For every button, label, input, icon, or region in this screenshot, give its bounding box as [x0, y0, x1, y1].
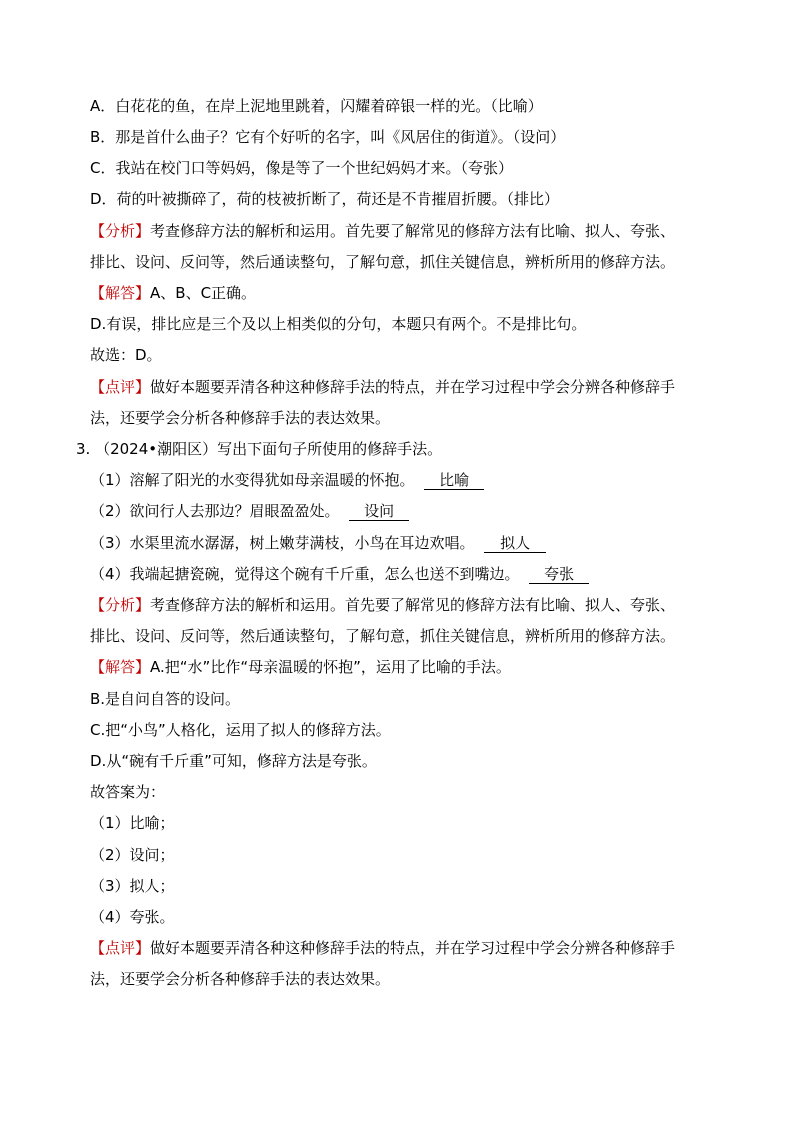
q2-option-d: D．荷的叶被撕碎了，荷的枝被折断了，荷还是不肯摧眉折腰。（排比） — [90, 190, 560, 208]
answer-text: A、B、C正确。 — [150, 284, 257, 302]
analysis-label: 【分析】 — [90, 222, 151, 240]
q3-answer-line: （1）比喻； — [90, 814, 175, 832]
q3-answer-line: C.把“小鸟”人格化，运用了拟人的修辞方法。 — [90, 721, 391, 739]
q3-item-4 — [90, 564, 730, 584]
question-stem: （2024•潮阳区）写出下面句子所使用的修辞手法。 — [95, 440, 443, 458]
answer-blank: 夸张 — [529, 565, 589, 584]
item-text: （1）溶解了阳光的水变得犹如母亲温暖的怀抱。 — [90, 471, 415, 489]
comment-label: 【点评】 — [90, 378, 151, 396]
q2-answer-line3: 故选：D。 — [90, 346, 162, 364]
q3-item-1 — [90, 470, 730, 490]
q3-comment-cont: 法，还要学会分析各种修辞手法的表达效果。 — [90, 970, 391, 988]
q3-item-3 — [90, 533, 730, 553]
q2-option-b: B．那是首什么曲子？它有个好听的名字，叫《风居住的街道》。（设问） — [90, 128, 566, 146]
q3-answer-line: B.是自问自答的设问。 — [90, 690, 241, 708]
q2-comment — [90, 377, 730, 397]
answer-blank: 设问 — [349, 502, 409, 521]
analysis-label: 【分析】 — [90, 596, 151, 614]
answer-text: A.把“水”比作“母亲温暖的怀抱”，运用了比喻的手法。 — [150, 658, 511, 676]
question-number: 3. — [76, 440, 91, 458]
comment-text: 做好本题要弄清各种这种修辞手法的特点，并在学习过程中学会分辨各种修辞手 — [150, 939, 676, 957]
answer-blank: 比喻 — [424, 471, 484, 490]
q3-answer-line: 故答案为： — [90, 783, 166, 801]
q3-item-2 — [90, 501, 730, 521]
q3-answer-line: （4）夸张。 — [90, 908, 175, 926]
q3-stem — [76, 439, 716, 459]
q3-answer-line: （2）设问； — [90, 846, 175, 864]
q3-comment — [90, 938, 730, 958]
q3-answer-line: （3）拟人； — [90, 877, 175, 895]
q2-option-a: A．白花花的鱼，在岸上泥地里跳着，闪耀着碎银一样的光。（比喻） — [90, 97, 543, 115]
q2-answer — [90, 283, 730, 303]
q3-analysis-cont: 排比、设问、反问等，然后通读整句，了解句意，抓住关键信息，辨析所用的修辞方法。 — [90, 627, 676, 645]
q2-answer-line2: D.有误，排比应是三个及以上相类似的分句，本题只有两个。不是排比句。 — [90, 315, 587, 333]
item-text: （3）水渠里流水潺潺，树上嫩芽满枝，小鸟在耳边欢唱。 — [90, 534, 475, 552]
q2-analysis-cont: 排比、设问、反问等，然后通读整句，了解句意，抓住关键信息，辨析所用的修辞方法。 — [90, 253, 676, 271]
comment-label: 【点评】 — [90, 939, 151, 957]
analysis-text: 考查修辞方法的解析和运用。首先要了解常见的修辞方法有比喻、拟人、夸张、 — [150, 596, 676, 614]
item-text: （4）我端起搪瓷碗，觉得这个碗有千斤重，怎么也送不到嘴边。 — [90, 565, 520, 583]
q3-analysis — [90, 595, 730, 615]
answer-label: 【解答】 — [90, 284, 151, 302]
answer-blank: 拟人 — [484, 534, 546, 553]
q2-comment-cont: 法，还要学会分析各种修辞手法的表达效果。 — [90, 409, 391, 427]
q2-option-c: C．我站在校门口等妈妈，像是等了一个世纪妈妈才来。（夸张） — [90, 159, 513, 177]
q3-answer — [90, 657, 730, 677]
q3-answer-line: D.从“碗有千斤重”可知，修辞方法是夸张。 — [90, 752, 377, 770]
analysis-text: 考查修辞方法的解析和运用。首先要了解常见的修辞方法有比喻、拟人、夸张、 — [150, 222, 676, 240]
item-text: （2）欲问行人去那边？眉眼盈盈处。 — [90, 502, 340, 520]
comment-text: 做好本题要弄清各种这种修辞手法的特点，并在学习过程中学会分辨各种修辞手 — [150, 378, 676, 396]
answer-label: 【解答】 — [90, 658, 151, 676]
q2-analysis — [90, 221, 730, 241]
